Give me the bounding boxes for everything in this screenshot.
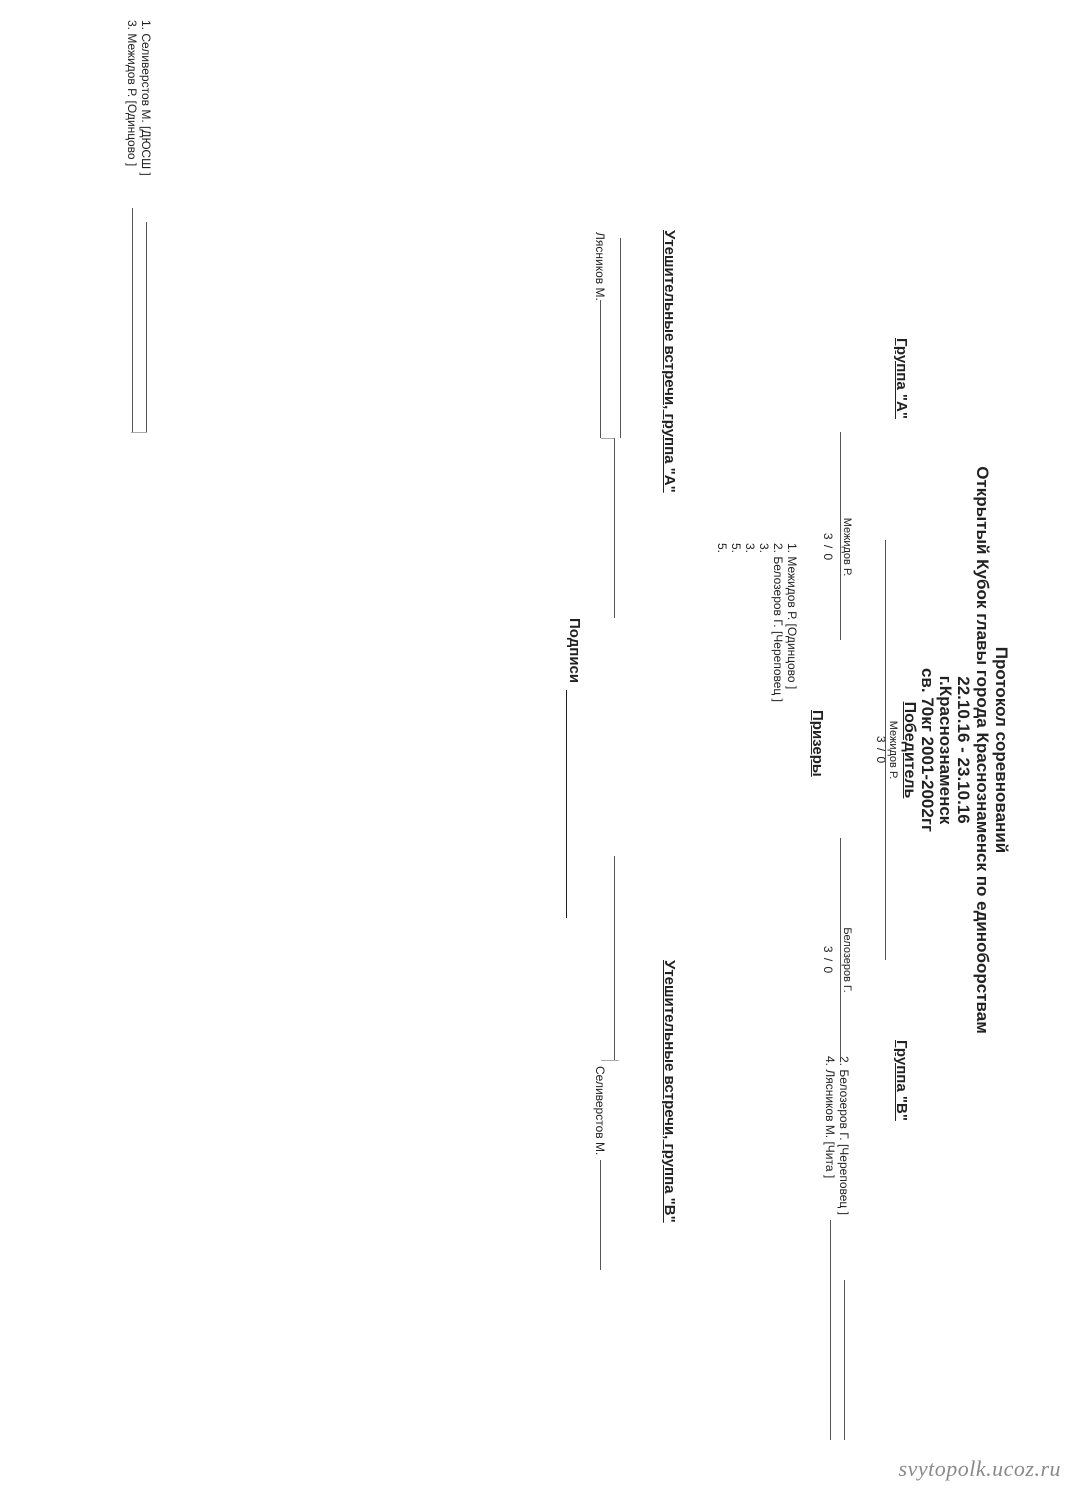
group-b-title: Группа "B" (893, 1040, 910, 1121)
final-winner-name: Межидов Р. (887, 720, 899, 780)
group-b-line-1 (844, 1280, 845, 1440)
prize-4: 3. (743, 543, 757, 554)
group-b-entry-2: 4. Лясников М. [Чита ] (823, 1056, 837, 1179)
competition-dates: 22.10.16 - 23.10.16 (954, 676, 973, 824)
consolation-a-line-1 (600, 300, 601, 438)
consolation-b-line-1 (600, 1160, 601, 1270)
consolation-a-name: Лясников М. (593, 232, 607, 301)
consolation-a-line-3 (620, 238, 621, 438)
signatures-line (566, 690, 567, 918)
weight-category: св. 70кг 2001-2002гг (918, 667, 937, 833)
group-a-line-1 (146, 222, 147, 432)
consolation-a-connector (601, 438, 615, 439)
consolation-b-connector (601, 1060, 619, 1061)
prize-6: 5. (715, 543, 729, 554)
watermark: svytopolk.ucoz.ru (898, 1456, 1061, 1481)
group-b-line-2 (830, 1220, 831, 1440)
competition-city: г.Краснознаменск (936, 675, 955, 825)
group-a-entry-1: 1. Селиверстов М. [ДЮСШ ] (139, 20, 153, 176)
prize-1: 1. Межидов Р. [Одинцово ] (785, 543, 799, 690)
consolation-a-title: Утешительные встречи, группа "А" (661, 230, 678, 493)
group-a-score: 3 / 0 (821, 532, 835, 562)
consolation-b-title: Утешительные встречи, группа "B" (661, 960, 678, 1223)
prize-3: 3. (757, 543, 771, 554)
final-line (885, 540, 886, 960)
competition-name: Открытый Кубок главы города Краснознаменск по единоборствам (973, 466, 992, 1034)
group-a-connector (131, 432, 147, 433)
group-a-entry-2: 3. Межидов Р. [Одинцово ] (125, 20, 139, 167)
winner-label: Победитель (901, 701, 918, 799)
protocol-title: Протокол соревнований (992, 646, 1011, 854)
consolation-a-line-2 (614, 438, 615, 618)
group-b-score: 3 / 0 (821, 945, 835, 975)
prize-2: 2. Белозеров Г. [Череповец ] (771, 543, 785, 702)
consolation-b-line-2 (614, 856, 615, 1060)
group-b-entry-1: 2. Белозеров Г. [Череповец ] (837, 1056, 851, 1215)
consolation-b-name: Селиверстов М. (593, 1066, 607, 1156)
group-b-winner: Белозеров Г. (841, 927, 853, 993)
prizes-title: Призеры (809, 710, 826, 777)
signatures-label: Подписи (566, 618, 583, 684)
prize-5: 5. (729, 543, 743, 554)
final-score: 3 / 0 (874, 735, 888, 765)
group-a-title: Группа "А" (893, 338, 910, 419)
group-a-line-2 (132, 208, 133, 432)
group-a-winner: Межидов Р. (841, 517, 853, 577)
